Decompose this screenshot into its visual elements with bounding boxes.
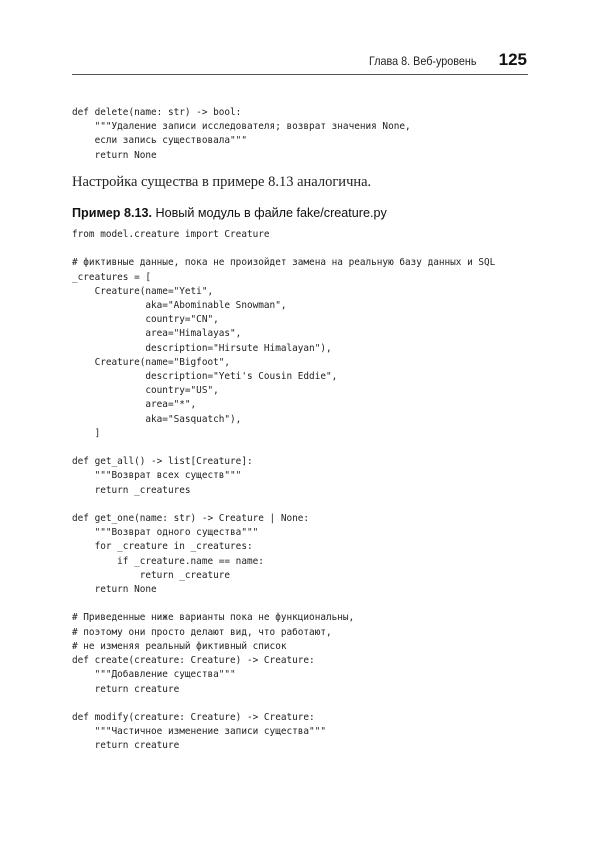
chapter-title: Глава 8. Веб-уровень (369, 54, 477, 68)
example-caption (72, 206, 387, 220)
code-block-delete: def delete(name: str) -> bool: """Удаление записи исследователя; возврат значения None, если запись существовала""" return None (72, 107, 411, 161)
header-divider (72, 74, 528, 75)
body-paragraph: Настройка существа в примере 8.13 аналогична. (72, 174, 372, 190)
code-block-creature-module: from model.creature import Creature # фиктивные данные, пока не произойдет замена на реальную базу данных и SQL _creatures = [ Creature(name="Yeti", aka="Abominable Snowman", country="CN", area="Himalayas", description="Hirsute Himalayan"), Creature(name="Bigfoot", description="Yeti's Cousin Eddie", country="US", area="*", aka="Sasquatch"), ] def get_all() -> list[Creature]: """Возврат всех существ""" return _creatures def get_one(name: str) -> Creature | None: """Возврат одного существа""" for _creature in _creatures: if _creature.name == name: return _creature return None # Приведенные ниже варианты пока не функциональны, # поэтому они просто делают вид, что работают, # не изменяя реальный фиктивный список def create(creature: Creature) -> Creature: """Добавление существа""" return creature def modify(creature: Creature) -> Creature: """Частичное изменение записи существа""" return creature (72, 229, 496, 752)
page-number: 125 (498, 50, 527, 69)
caption-text: Новый модуль в файле fake/creature.py (152, 206, 387, 220)
caption-label: Пример 8.13. (72, 206, 153, 220)
